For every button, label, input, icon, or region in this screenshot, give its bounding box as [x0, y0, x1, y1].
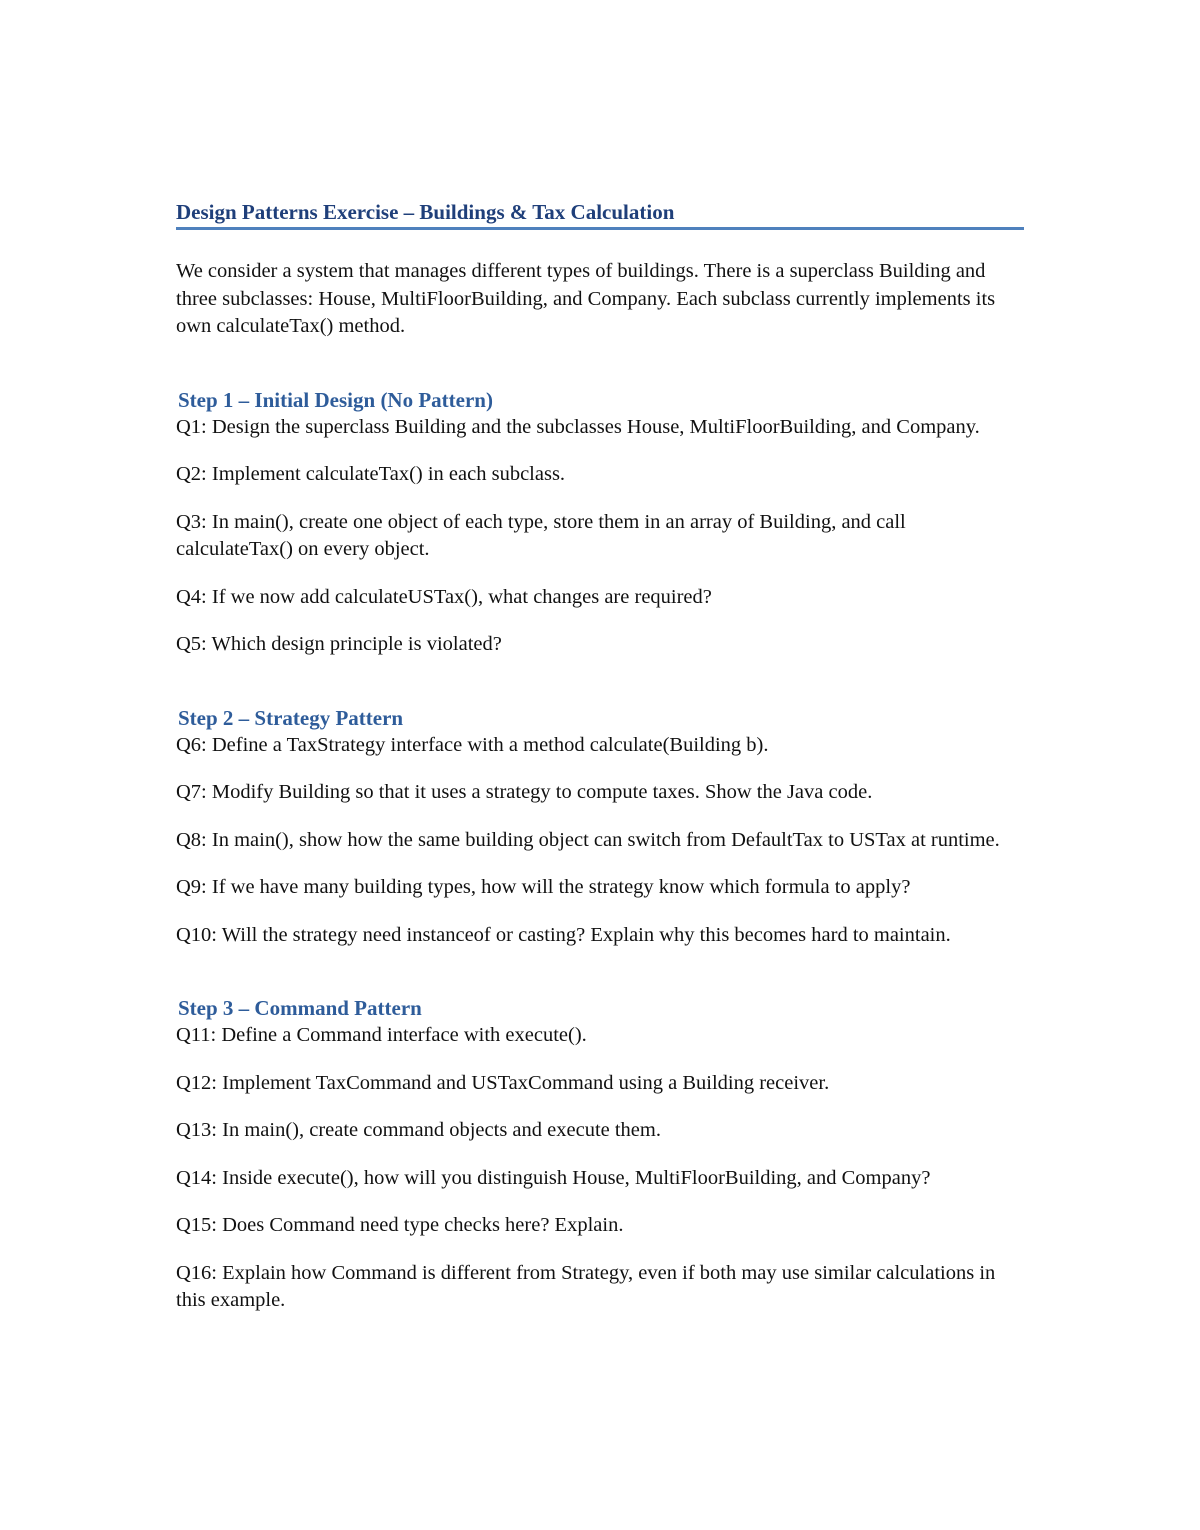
step-2-section [176, 704, 1024, 950]
question-q9: Q9: If we have many building types, how will the strategy know which formula to apply? [176, 876, 911, 898]
question-q16: Q16: Explain how Command is different from Strategy, even if both may use similar calculations in this example. [176, 1261, 996, 1311]
question-q15: Q15: Does Command need type checks here? Explain. [176, 1214, 624, 1236]
document-title: Design Patterns Exercise – Buildings & Tax Calculation [176, 198, 1024, 230]
question-q3: Q3: In main(), create one object of each type, store them in an array of Building, and call calculateTax() on every object. [176, 510, 906, 560]
intro-paragraph: We consider a system that manages different types of buildings. There is a superclass Building and three subclasses: House, MultiFloorBuilding, and Company. Each subclass currently implements its own calculateTax() method. [176, 260, 996, 337]
question-q14: Q14: Inside execute(), how will you distinguish House, MultiFloorBuilding, and Company? [176, 1166, 931, 1189]
question-q6: Q6: Define a TaxStrategy interface with a method calculate(Building b). [176, 733, 769, 756]
step-1-section [176, 386, 1024, 659]
step-3-section [176, 994, 1024, 1315]
question-q5: Q5: Which design principle is violated? [176, 633, 502, 655]
question-q13: Q13: In main(), create command objects and execute them. [176, 1119, 661, 1141]
step-1-heading: Step 1 – Initial Design (No Pattern) [178, 387, 493, 412]
question-q12: Q12: Implement TaxCommand and USTaxCommand using a Building receiver. [176, 1071, 830, 1094]
question-q1: Q1: Design the superclass Building and the subclasses House, MultiFloorBuilding, and Company. [176, 415, 980, 438]
question-q7: Q7: Modify Building so that it uses a strategy to compute taxes. Show the Java code. [176, 781, 873, 803]
step-2-heading: Step 2 – Strategy Pattern [178, 705, 404, 730]
question-q4: Q4: If we now add calculateUSTax(), what changes are required? [176, 585, 712, 608]
question-q2: Q2: Implement calculateTax() in each subclass. [176, 463, 566, 485]
question-q11: Q11: Define a Command interface with execute(). [176, 1024, 587, 1046]
document-page [176, 198, 1024, 1315]
question-q10: Q10: Will the strategy need instanceof or casting? Explain why this becomes hard to maintain. [176, 923, 951, 946]
question-q8: Q8: In main(), show how the same building object can switch from DefaultTax to USTax at runtime. [176, 828, 1000, 851]
step-3-heading: Step 3 – Command Pattern [178, 996, 422, 1020]
